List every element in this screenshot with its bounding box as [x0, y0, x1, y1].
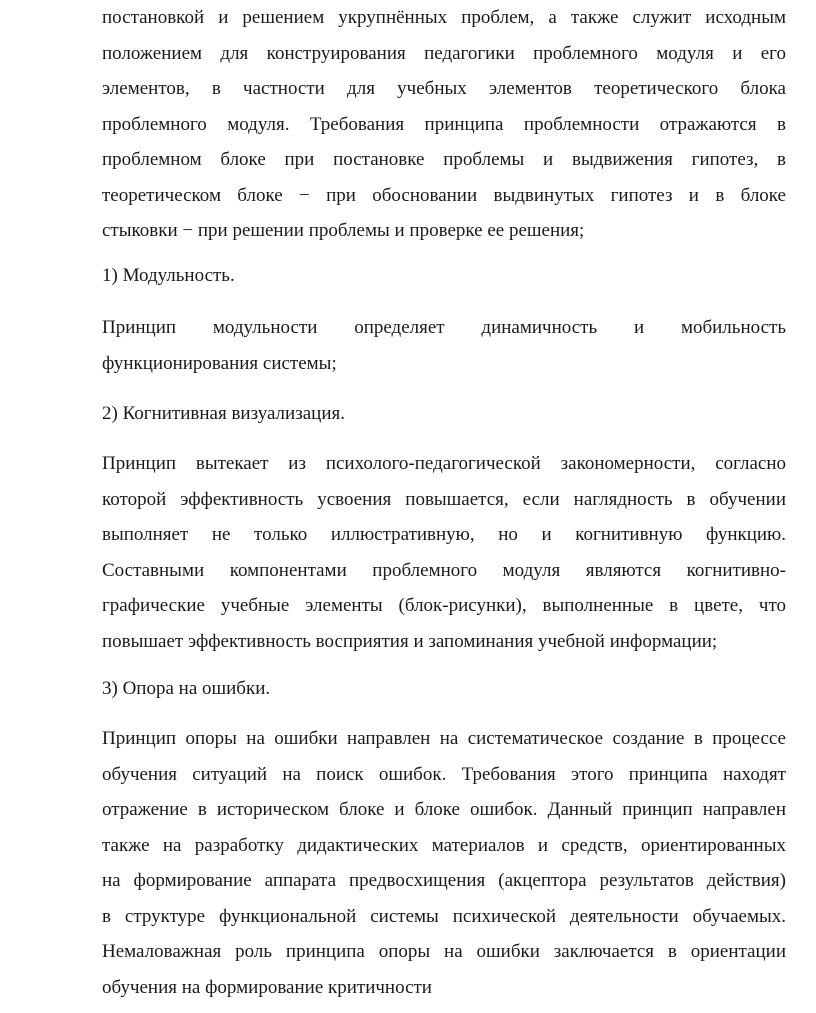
- heading-errors: [102, 671, 786, 707]
- text-line: Принцип опоры на ошибки направлен на систематическое создание в процессе: [102, 728, 786, 749]
- text-line: элементов, в частности для учебных элементов теоретического блока: [102, 78, 786, 99]
- paragraph-modularity: [102, 310, 786, 381]
- section-heading: 1) Модульность.: [102, 265, 235, 286]
- text-line: Составными компонентами проблемного модуля являются когнитивно-: [102, 559, 786, 581]
- section-heading: 2) Когнитивная визуализация.: [102, 403, 345, 424]
- section-heading: 3) Опора на ошибки.: [102, 678, 271, 699]
- text-line: обучения на формирование критичности: [102, 976, 432, 998]
- text-line: которой эффективность усвоения повышается, если наглядность в обучении: [102, 488, 786, 510]
- text-line: постановкой и решением укрупнённых проблем, а также служит исходным: [102, 7, 786, 28]
- heading-modularity: [102, 258, 786, 294]
- text-line: проблемном блоке при постановке проблемы и выдвижения гипотез, в: [102, 149, 786, 170]
- text-line: Принцип модульности определяет динамичность и мобильность: [102, 317, 786, 338]
- text-line: Немаловажная роль принципа опоры на ошибки заключается в ориентации: [102, 941, 786, 962]
- text-line: обучения ситуаций на поиск ошибок. Требования этого принципа находят: [102, 763, 786, 785]
- text-line: теоретическом блоке − при обосновании выдвинутых гипотез и в блоке: [102, 184, 786, 206]
- text-line: выполняет не только иллюстративную, но и когнитивную функцию.: [102, 524, 786, 545]
- text-line: также на разработку дидактических материалов и средств, ориентированных: [102, 834, 786, 856]
- text-line: стыковки − при решении проблемы и проверке ее решения;: [102, 220, 585, 241]
- text-line: на формирование аппарата предвосхищения (акцептора результатов действия): [102, 870, 786, 891]
- heading-visualization: [102, 396, 786, 432]
- text-line: графические учебные элементы (блок-рисунки), выполненные в цвете, что: [102, 595, 786, 616]
- text-line: положением для конструирования педагогики проблемного модуля и его: [102, 42, 786, 64]
- text-line: функционирования системы;: [102, 352, 337, 374]
- text-line: в структуре функциональной системы психической деятельности обучаемых.: [102, 905, 786, 927]
- paragraph-visualization: [102, 446, 786, 659]
- paragraph-intro: [102, 0, 786, 249]
- text-line: Принцип вытекает из психолого-педагогической закономерности, согласно: [102, 453, 786, 474]
- text-line: повышает эффективность восприятия и запоминания учебной информации;: [102, 630, 718, 652]
- text-line: отражение в историческом блоке и блоке ошибок. Данный принцип направлен: [102, 799, 786, 820]
- text-line: проблемного модуля. Требования принципа проблемности отражаются в: [102, 113, 786, 135]
- paragraph-errors: [102, 721, 786, 1005]
